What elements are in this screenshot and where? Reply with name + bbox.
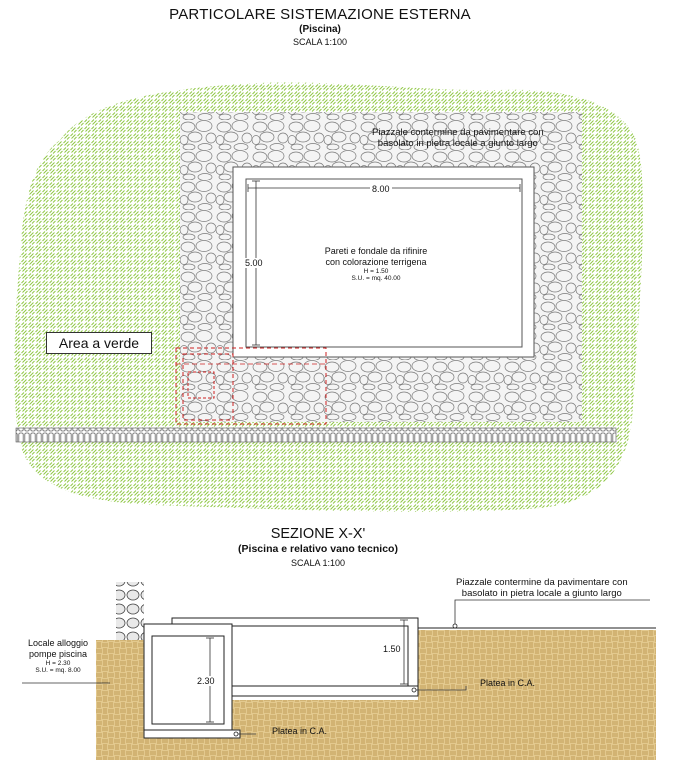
locale-line1: Locale alloggio xyxy=(27,638,89,648)
section-title: SEZIONE X-X' xyxy=(270,526,366,542)
soil-bottom xyxy=(96,738,420,760)
section-piazzale-note xyxy=(456,577,628,600)
locale-note xyxy=(18,638,98,675)
room-height-dim: 2.30 xyxy=(197,676,215,686)
section-piazzale-line1: Piazzale contermine da pavimentare con xyxy=(456,577,628,588)
platea-bottom-label: Platea in C.A. xyxy=(272,726,328,736)
pool-height: H = 1.50 xyxy=(363,267,389,275)
locale-line2: pompe piscina xyxy=(28,648,88,659)
soil-left xyxy=(96,640,146,748)
locale-area: S.U. = mq. 8.00 xyxy=(35,667,81,675)
pool-area: S.U. = mq. 40.00 xyxy=(351,275,401,283)
pool-note-line1: Pareti e fondale da rifinire xyxy=(324,246,428,256)
rubble-fill xyxy=(116,582,144,640)
platea-right-label: Platea in C.A. xyxy=(480,678,536,688)
platea-pool xyxy=(232,686,418,696)
plan-piazzale-line1: Piazzale contermine da pavimentare con xyxy=(372,127,544,138)
soil-right xyxy=(418,630,656,760)
plan-piazzale-line2: basolato in pietra locale a giunto largo xyxy=(377,138,538,150)
stone-wall xyxy=(16,428,616,442)
pool-width-dim: 5.00 xyxy=(245,258,263,268)
platea-room xyxy=(144,730,240,738)
section-scale: SCALA 1:100 xyxy=(290,558,346,568)
pool-depth-dim: 1.50 xyxy=(383,644,401,654)
plan-scale: SCALA 1:100 xyxy=(292,37,348,47)
green-area-label: Area a verde xyxy=(46,332,152,354)
section-piazzale-line2: basolato in pietra locale a giunto largo xyxy=(461,588,622,600)
tech-room-section xyxy=(144,624,232,732)
locale-height: H = 2.30 xyxy=(45,659,71,667)
pool-length-dim: 8.00 xyxy=(372,184,390,194)
plan-subtitle: (Piscina) xyxy=(299,24,341,35)
plan-piazzale-note xyxy=(372,127,544,150)
plan-title: PARTICOLARE SISTEMAZIONE ESTERNA xyxy=(169,6,471,23)
section-subtitle: (Piscina e relativo vano tecnico) xyxy=(238,543,398,555)
pool-note xyxy=(316,246,436,283)
pool-note-line2: con colorazione terrigena xyxy=(325,256,427,267)
rebar-right xyxy=(453,624,457,628)
